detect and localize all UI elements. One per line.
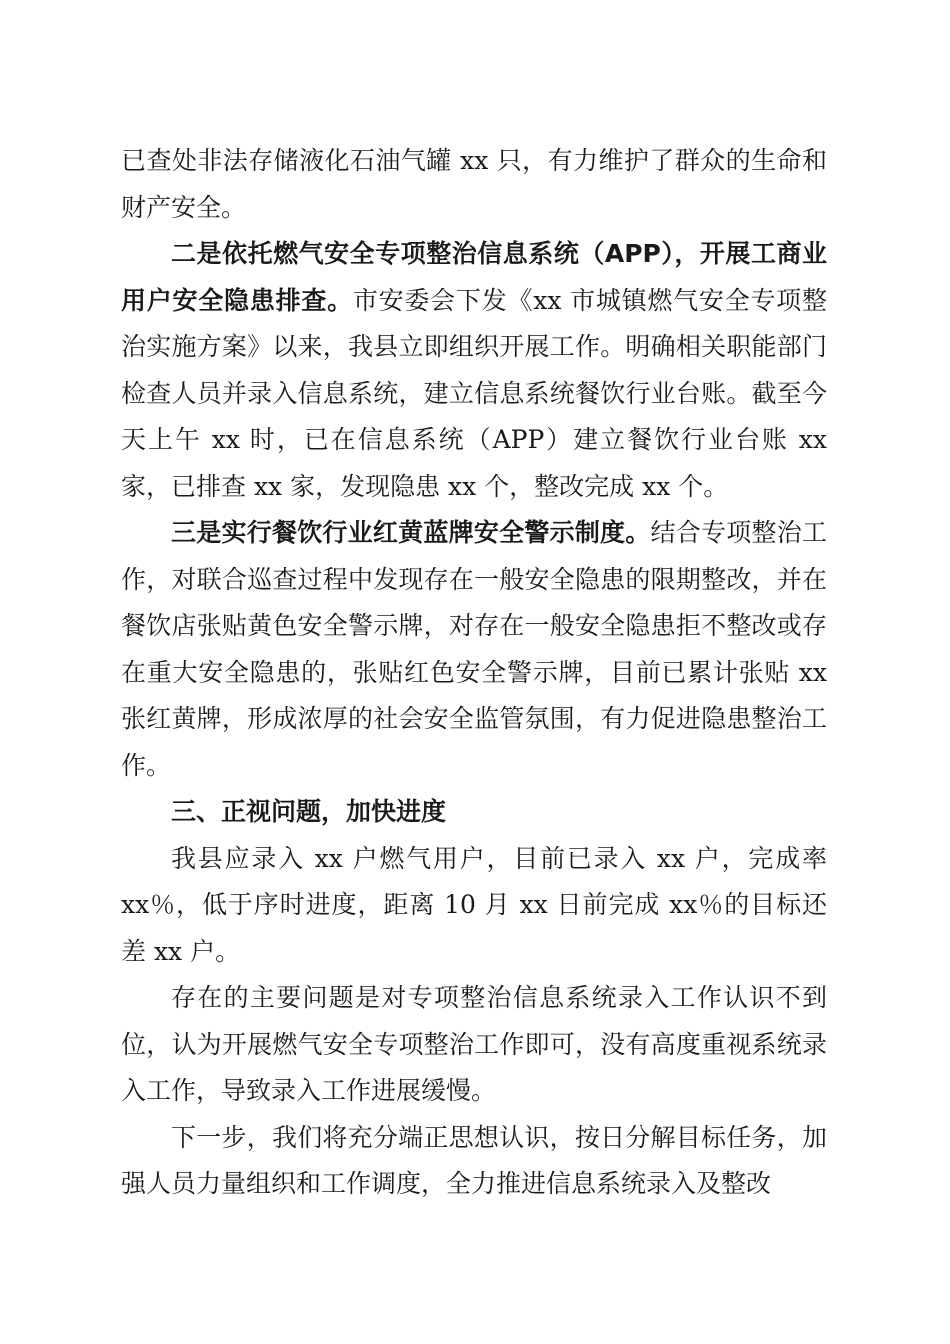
document-body xyxy=(121,138,827,1208)
paragraph-warning-system xyxy=(121,510,827,789)
paragraph-problems: 存在的主要问题是对专项整治信息系统录入工作认识不到位，认为开展燃气安全专项整治工作即可，没有高度重视系统录入工作，导致录入工作进展缓慢。 xyxy=(121,983,827,1105)
paragraph-app-inspection xyxy=(121,231,827,510)
paragraph-progress: 我县应录入 xx 户燃气用户，目前已录入 xx 户，完成率 xx％，低于序时进度，距离 10 月 xx 日前完成 xx％的目标还差 xx 户。 xyxy=(121,843,827,966)
paragraph-lead-warning: 三是实行餐饮行业红黄蓝牌安全警示制度。 xyxy=(171,518,651,547)
paragraph-continuation: 已查处非法存储液化石油气罐 xx 只，有力维护了群众的生命和财产安全。 xyxy=(121,146,827,222)
section-heading: 三、正视问题，加快进度 xyxy=(171,797,447,826)
paragraph-lead-app: 二是依托燃气安全专项整治信息系统（APP），开展工商业用户安全隐患排查。 xyxy=(121,239,827,315)
paragraph-next-steps: 下一步，我们将充分端正思想认识，按日分解目标任务，加强人员力量组织和工作调度，全力推进信息系统录入及整改 xyxy=(121,1122,827,1198)
paragraph-body-app: 市安委会下发《xx 市城镇燃气安全专项整治实施方案》以来，我县立即组织开展工作。明确相关职能部门检查人员并录入信息系统，建立信息系统餐饮行业台账。截至今天上午 xx 时，已在信息系统（APP）建立餐饮行业台账 xx 家，已排查 xx 家，发现隐患 xx 个，整改完成 xx 个。 xyxy=(121,285,827,501)
paragraph-body-warning: 结合专项整治工作，对联合巡查过程中发现存在一般安全隐患的限期整改，并在餐饮店张贴黄色安全警示牌，对存在一般安全隐患拒不整改或存在重大安全隐患的，张贴红色安全警示牌，目前已累计张贴 xx 张红黄牌，形成浓厚的社会安全监管氛围，有力促进隐患整治工作。 xyxy=(121,518,827,780)
